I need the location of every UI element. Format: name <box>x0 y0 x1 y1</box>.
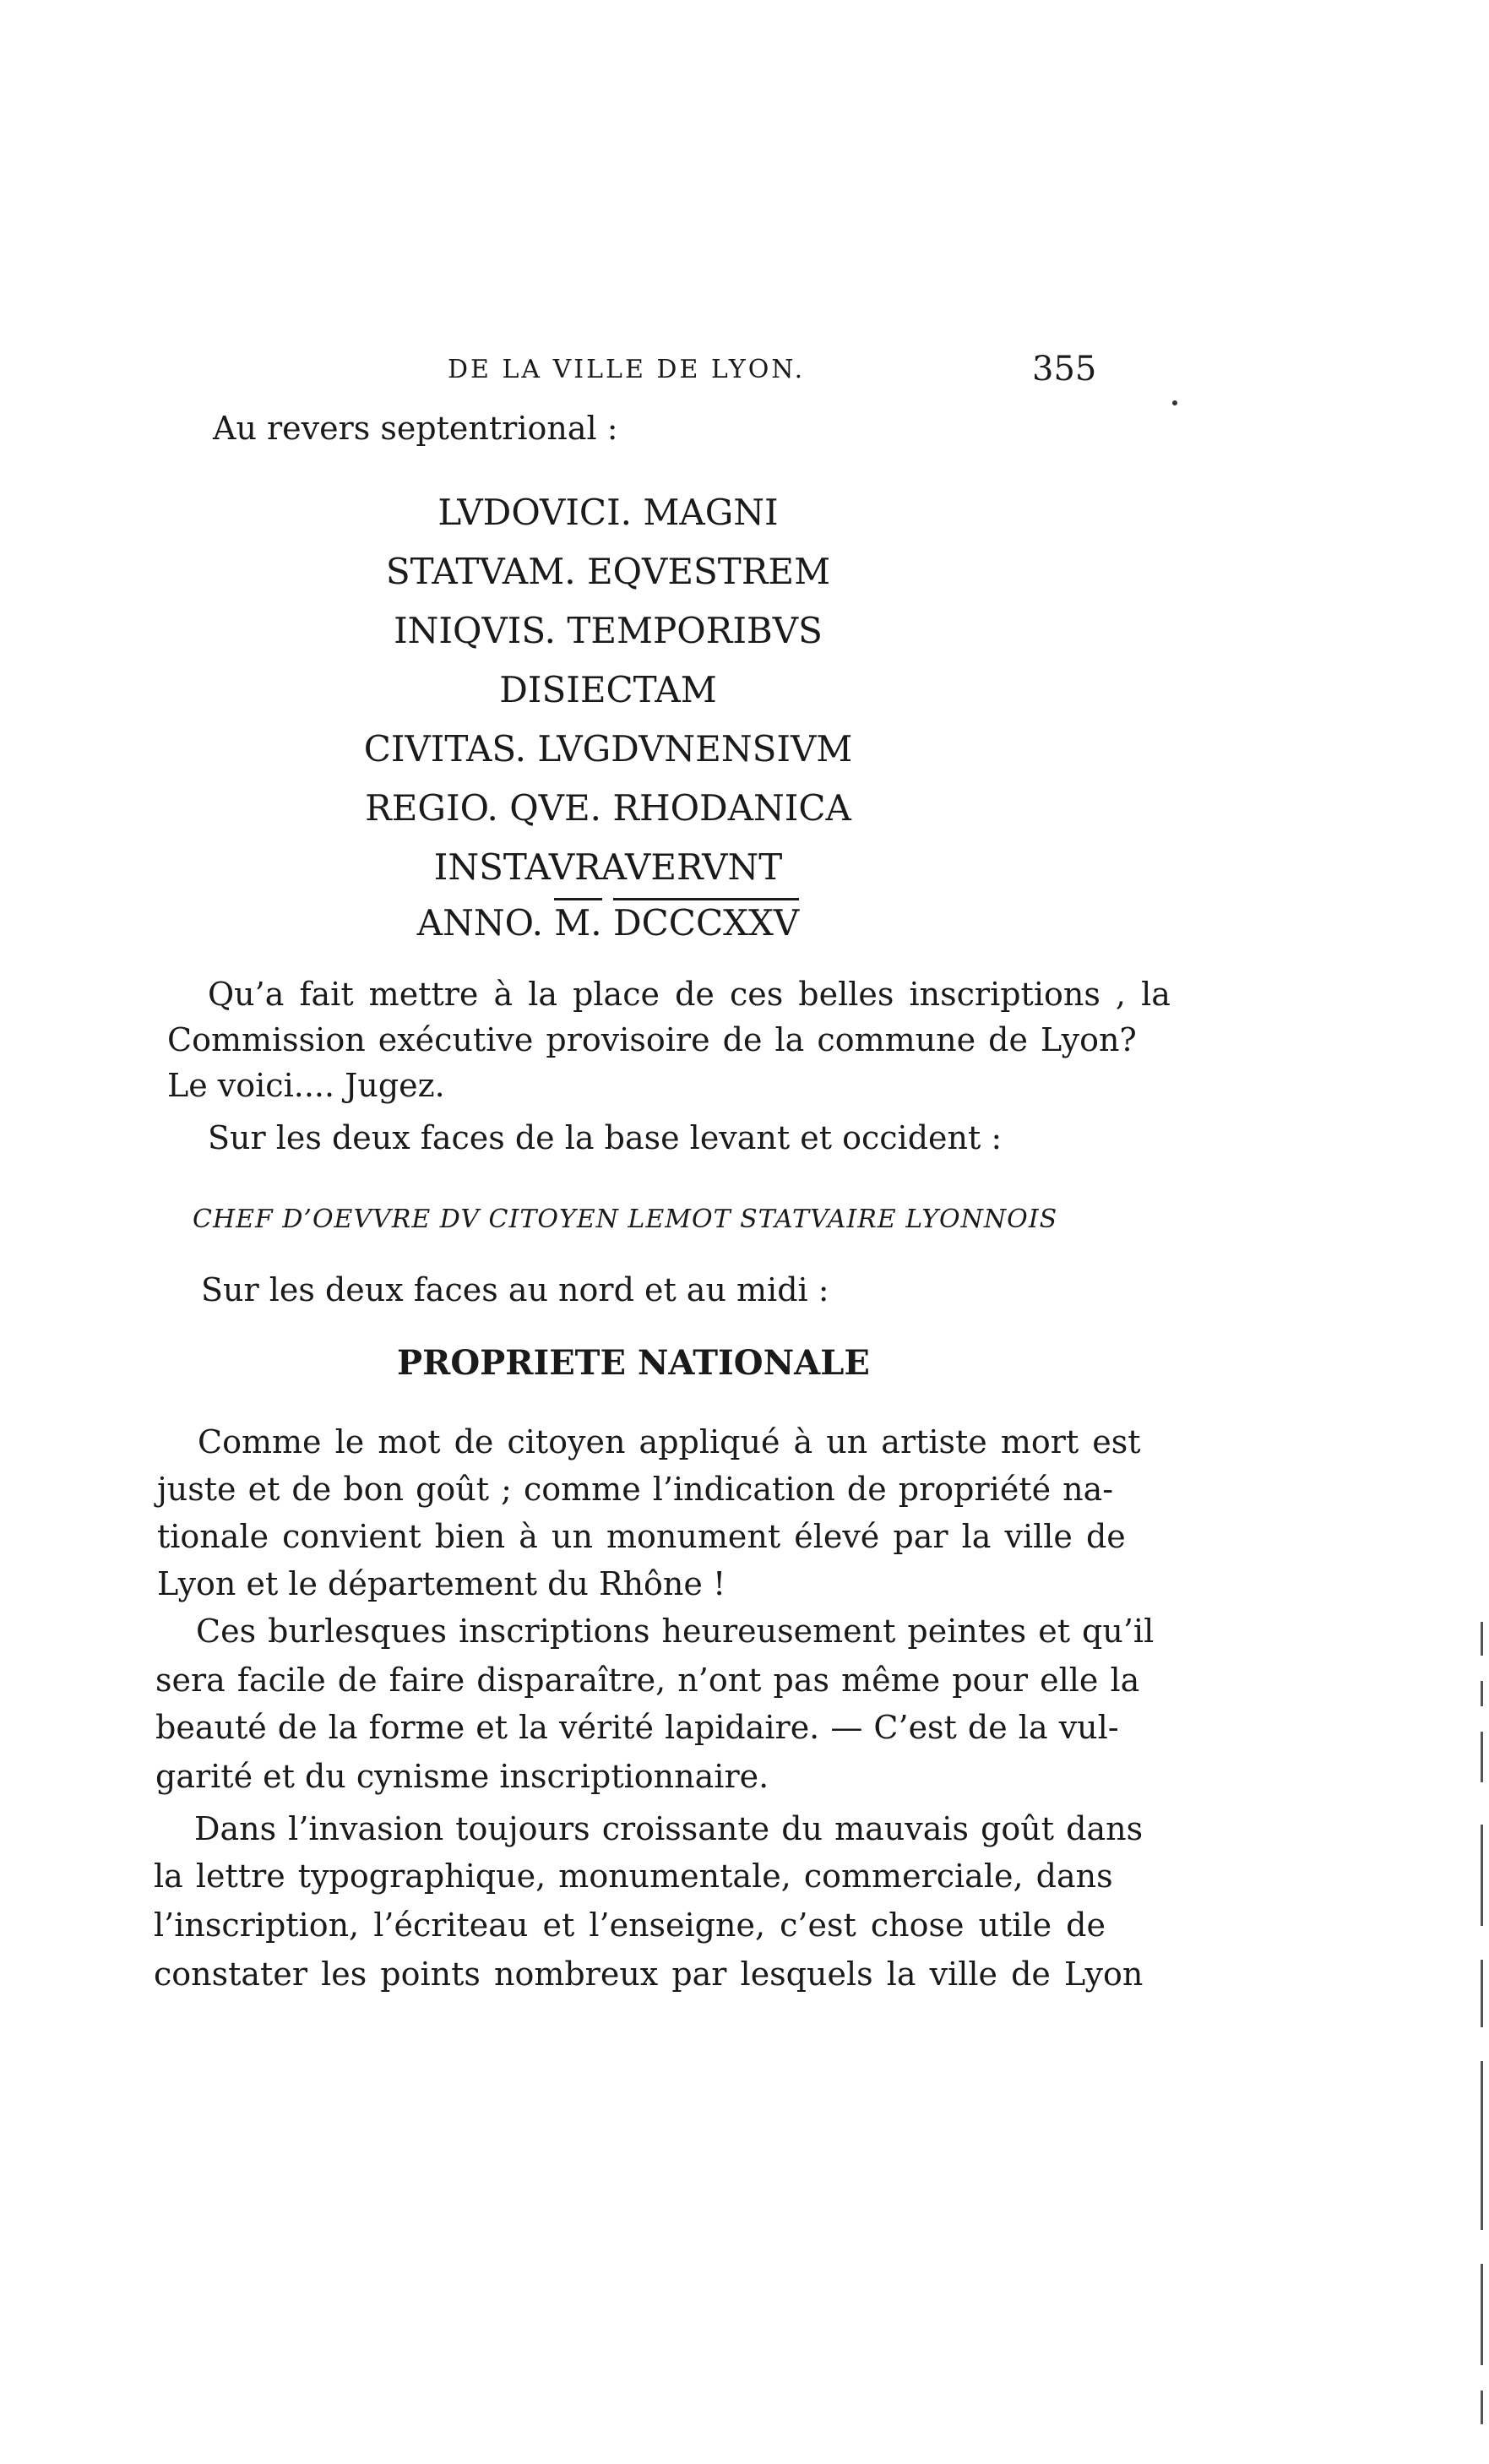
propriete-nationale: PROPRIETE NATIONALE <box>397 1343 870 1383</box>
scan-edge-mark <box>1481 2391 1483 2424</box>
scan-edge-mark <box>1481 2264 1483 2365</box>
scan-edge-mark <box>1481 1732 1483 1782</box>
paragraph4-line-2: la lettre typographique, monumentale, commerciale, dans <box>154 1858 1113 1895</box>
paragraph1-line-2: Commission exécutive provisoire de la commune de Lyon? <box>167 1021 1137 1058</box>
scan-edge-mark <box>1481 1681 1483 1706</box>
paragraph4-line-1: Dans l’invasion toujours croissante du mauvais goût dans <box>194 1810 1144 1847</box>
paragraph2-line-4: Lyon et le département du Rhône ! <box>157 1565 726 1602</box>
inscription-line-8 <box>0 902 1216 944</box>
intro-line: Au revers septentrional : <box>213 410 618 447</box>
paragraph4-line-3: l’inscription, l’écriteau et l’enseigne, c’est chose utile de <box>154 1906 1106 1944</box>
inscription-numeral: DCCCXXV <box>613 898 799 944</box>
paragraph3-line-4: garité et du cynisme inscriptionnaire. <box>155 1758 769 1795</box>
scan-edge-mark <box>1481 1825 1483 1926</box>
running-header: DE LA VILLE DE LYON. <box>448 355 806 384</box>
paragraph1-line-1: Qu’a fait mettre à la place de ces belles inscriptions , la <box>208 976 1171 1013</box>
chef-doeuvre-line: CHEF D’OEVVRE DV CITOYEN LEMOT STATVAIRE LYONNOIS <box>193 1205 1058 1234</box>
scan-edge-mark <box>1481 2061 1483 2230</box>
paragraph2-line-3: tionale convient bien à un monument élevé par la ville de <box>157 1518 1126 1555</box>
inscription-line-4: DISIECTAM <box>499 669 717 710</box>
faces-intro-2: Sur les deux faces au nord et au midi : <box>201 1271 829 1308</box>
paragraph3-line-3: beauté de la forme et la vérité lapidaire. — C’est de la vul- <box>155 1709 1119 1746</box>
inscription-line-2: STATVAM. EQVESTREM <box>385 551 831 592</box>
paragraph3-line-2: sera facile de faire disparaître, n’ont pas même pour elle la <box>155 1662 1140 1699</box>
inscription-line-1: LVDOVICI. MAGNI <box>437 492 779 533</box>
inscription-line-3: INIQVIS. TEMPORIBVS <box>394 610 823 651</box>
inscription-anno: ANNO. <box>416 902 543 944</box>
scan-edge-mark <box>1481 1622 1483 1656</box>
scan-edge-mark <box>1481 1960 1483 2027</box>
page-number: 355 <box>1032 350 1097 389</box>
inscription-line-7: INSTAVRAVERVNT <box>433 846 783 888</box>
paragraph2-line-1: Comme le mot de citoyen appliqué à un artiste mort est <box>198 1423 1141 1460</box>
paragraph2-line-2: juste et de bon goût ; comme l’indication de propriété na- <box>157 1471 1114 1508</box>
inscription-line-5: CIVITAS. LVGDVNENSIVM <box>363 728 853 770</box>
inscription-m: M. <box>554 898 601 944</box>
paragraph4-line-4: constater les points nombreux par lesquels la ville de Lyon <box>154 1955 1144 1993</box>
inscription-line-6: REGIO. QVE. RHODANICA <box>365 787 851 829</box>
scan-speck <box>1172 400 1177 405</box>
paragraph1-line-3: Le voici.... Jugez. <box>167 1067 445 1104</box>
faces-intro: Sur les deux faces de la base levant et occident : <box>208 1119 1003 1156</box>
paragraph3-line-1: Ces burlesques inscriptions heureusement peintes et qu’il <box>196 1613 1155 1650</box>
